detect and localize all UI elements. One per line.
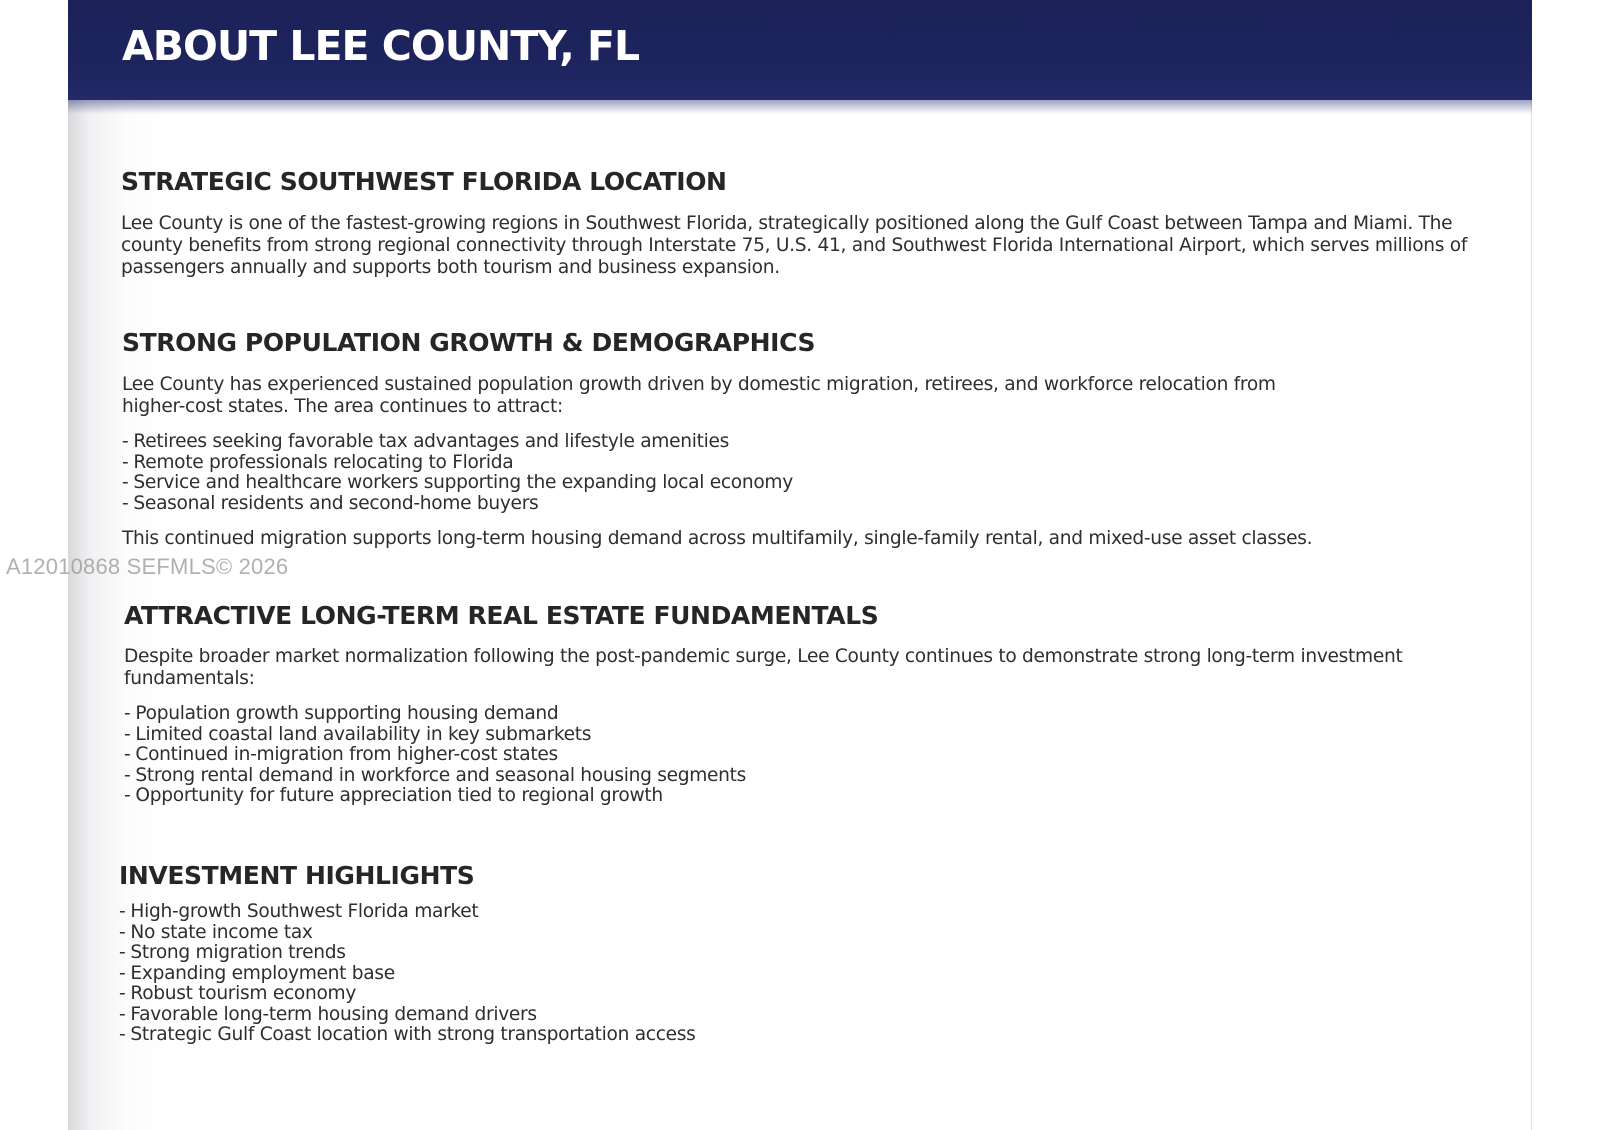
population-list [122,432,1502,514]
list-item: - Continued in-migration from higher-cost states [124,744,558,765]
section-paragraph: Lee County has experienced sustained population growth driven by domestic migration, retirees, and workforce relocation from higher-cost states. The area continues to attract: [122,374,1276,417]
list-item: - Strong migration trends [119,942,346,963]
section-real-estate-fundamentals [124,601,1504,807]
list-item: - Remote professionals relocating to Florida [122,451,514,473]
list-item: - Limited coastal land availability in key submarkets [124,723,592,745]
list-item: - No state income tax [119,921,313,943]
list-item: - Service and healthcare workers supporting the expanding local economy [122,472,793,493]
list-item: - Favorable long-term housing demand drivers [119,1003,537,1025]
list-item: - Population growth supporting housing demand [124,703,559,724]
mls-watermark: A12010868 SEFMLS© 2026 [6,554,289,579]
section-paragraph: Despite broader market normalization following the post-pandemic surge, Lee County continues to demonstrate strong long-term investment fundamentals: [124,646,1403,689]
section-heading: STRONG POPULATION GROWTH & DEMOGRAPHICS [122,328,816,357]
list-item: - Seasonal residents and second-home buyers [122,492,539,514]
list-item: - Retirees seeking favorable tax advantages and lifestyle amenities [122,431,729,452]
section-closing: This continued migration supports long-term housing demand across multifamily, single-family rental, and mixed-use asset classes. [122,528,1313,549]
section-heading: STRATEGIC SOUTHWEST FLORIDA LOCATION [121,167,727,196]
section-population-growth [122,328,1502,550]
highlights-list [119,902,1499,1046]
section-heading: ATTRACTIVE LONG-TERM REAL ESTATE FUNDAMENTALS [124,601,879,630]
page-title: ABOUT LEE COUNTY, FL [122,22,640,70]
section-heading: INVESTMENT HIGHLIGHTS [119,861,475,890]
list-item: - High-growth Southwest Florida market [119,901,479,922]
section-strategic-location [121,167,1501,279]
section-investment-highlights [119,861,1499,1046]
list-item: - Opportunity for future appreciation tied to regional growth [124,785,663,806]
list-item: - Strategic Gulf Coast location with strong transportation access [119,1024,696,1045]
list-item: - Strong rental demand in workforce and seasonal housing segments [124,764,747,786]
list-item: - Expanding employment base [119,962,395,984]
section-paragraph: Lee County is one of the fastest-growing regions in Southwest Florida, strategically positioned along the Gulf Coast between Tampa and Miami. The county benefits from strong regional connectivity through Interstate 75, U.S. 41, and Southwest Florida International Airport, which serves millions of passengers annually and supports both tourism and business expansion. [121,213,1468,278]
banner-shadow [68,100,1532,114]
list-item: - Robust tourism economy [119,983,357,1004]
fundamentals-list [124,704,1504,807]
